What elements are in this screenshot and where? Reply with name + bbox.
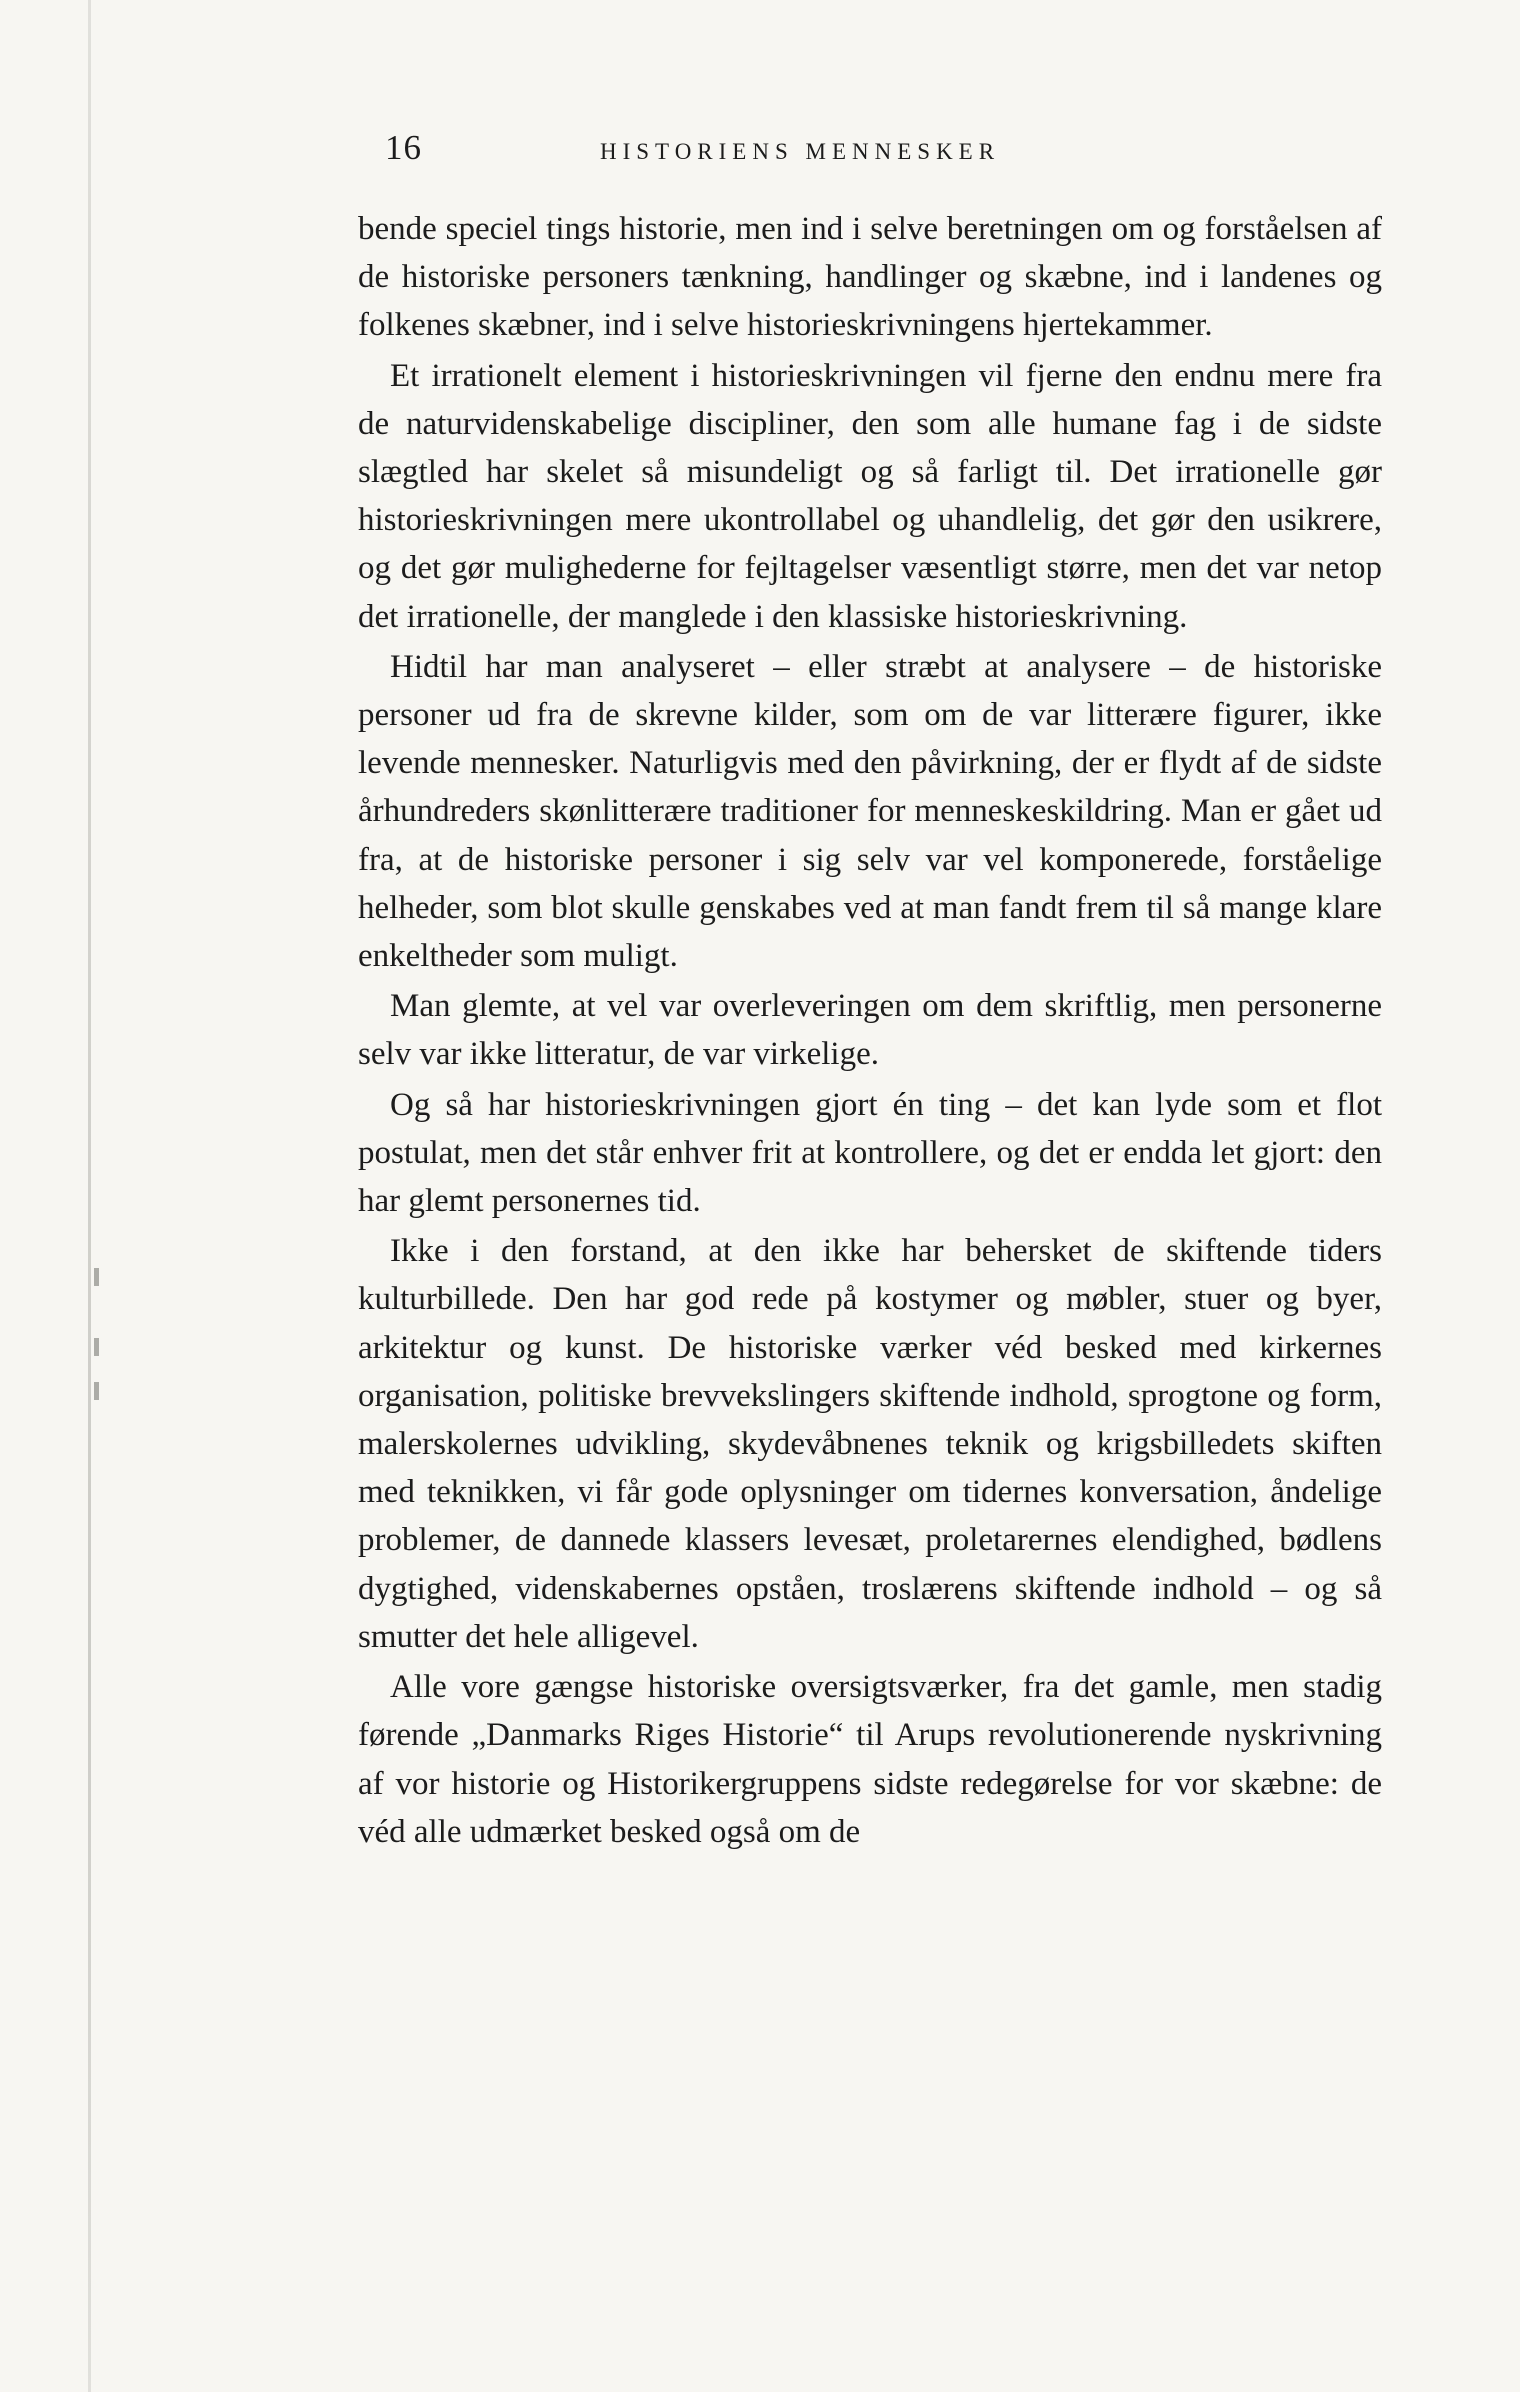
header-title: HISTORIENS MENNESKER — [600, 139, 1001, 164]
page-edge — [88, 0, 91, 2392]
paragraph: Et irrationelt element i historieskrivningen vil fjerne den endnu mere fra de naturvidenskabelige discipliner, den som alle humane fag i de sidste slægtled har skelet så misundeligt og så farligt til. Det irrationelle gør historieskrivningen mere ukontrollabel og uhandlelig, det gør den usikrere, og det gør mulighederne for fejltagelser væsentligt større, men det var netop det irrationelle, der manglede i den klassiske historieskrivning. — [358, 357, 1382, 635]
page-number: 16 — [385, 128, 422, 167]
paragraph: Man glemte, at vel var overleveringen om dem skriftlig, men personerne selv var ikke litteratur, de var virkelige. — [358, 988, 1382, 1073]
running-head — [385, 128, 1385, 178]
paragraph: Ikke i den forstand, at den ikke har behersket de skiftende tiders kulturbillede. Den har god rede på kostymer og møbler, stuer og byer, arkitektur og kunst. De historiske værker véd besked med kirkernes organisation, politiske brevvekslingers skiftende indhold, sprogtone og form, malerskolernes udvikling, skydevåbnenes teknik og krigsbilledets skiften med teknikken, vi får gode oplysninger om tidernes konversation, åndelige problemer, de dannede klassers levesæt, proletarernes elendighed, bødlens dygtighed, videnskabernes opståen, troslærens skiftende indhold – og så smutter det hele alligevel. — [358, 1233, 1382, 1655]
paragraph: bende speciel tings historie, men ind i selve beretningen om og forståelsen af de historiske personers tænkning, handlinger og skæbne, ind i landenes og folkenes skæbner, ind i selve historieskrivningens hjertekammer. — [358, 211, 1382, 344]
paragraph: Hidtil har man analyseret – eller stræbt at analysere – de historiske personer ud fra de skrevne kilder, som om de var litterære figurer, ikke levende mennesker. Naturligvis med den påvirkning, der er flydt af de sidste århundreders skønlitterære traditioner for menneskeskildring. Man er gået ud fra, at de historiske personer i sig selv var vel komponerede, forståelige helheder, som blot skulle genskabes ved at man fandt frem til så mange klare enkeltheder som muligt. — [358, 648, 1382, 975]
page-edge-marks — [94, 0, 100, 2392]
paragraph: Og så har historieskrivningen gjort én ting – det kan lyde som et flot postulat, men det står enhver frit at kontrollere, og det er endda let gjort: den har glemt personernes tid. — [358, 1086, 1382, 1220]
body-text — [358, 205, 1382, 1858]
paragraph: Alle vore gængse historiske oversigtsværker, fra det gamle, men stadig førende „Danmarks Riges Historie“ til Arups revolutionerende nyskrivning af vor historie og Historikergruppens sidste redegørelse for vor skæbne: de véd alle udmærket besked også om de — [358, 1669, 1382, 1850]
